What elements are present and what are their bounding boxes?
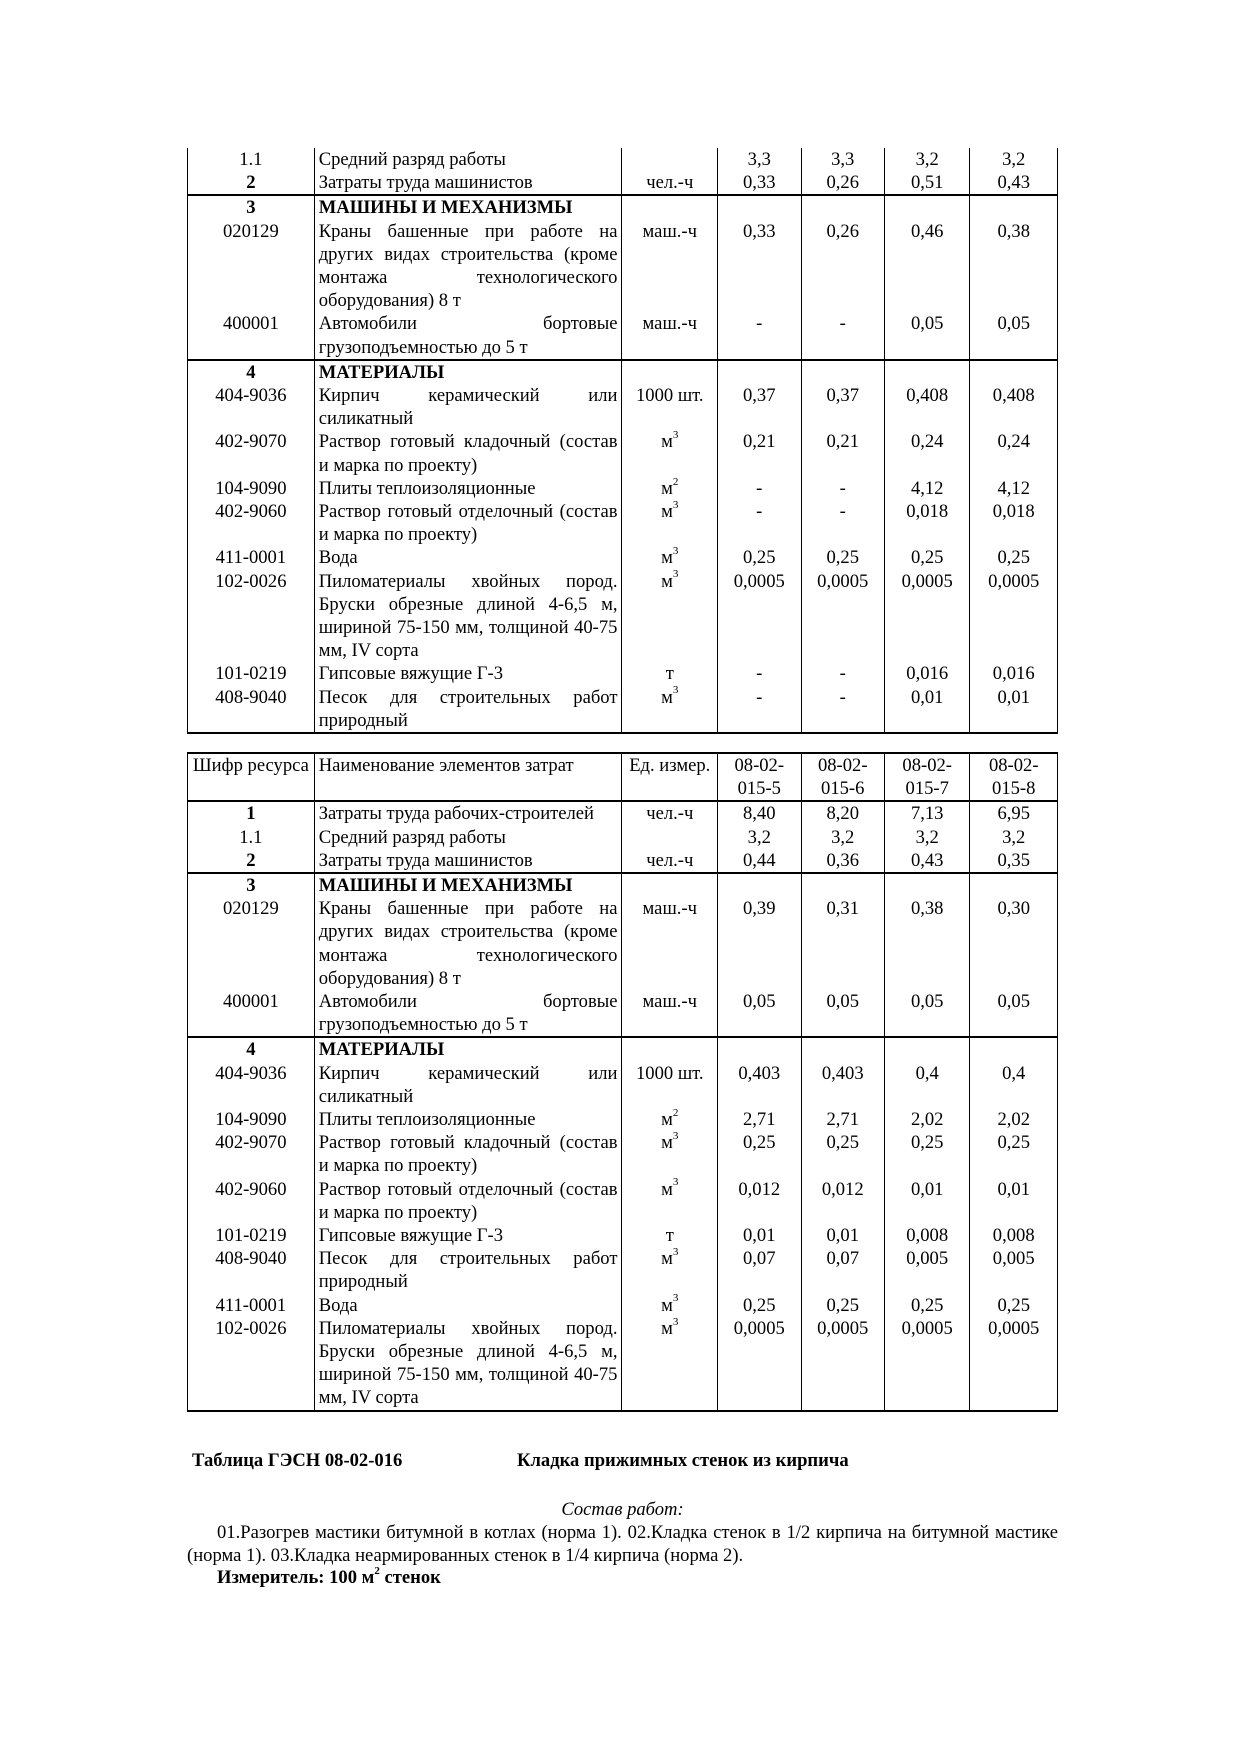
value-2 bbox=[801, 873, 884, 897]
value-2: 0,05 bbox=[801, 990, 884, 1037]
value-3: 7,13 bbox=[884, 801, 969, 825]
value-1: 0,44 bbox=[718, 849, 801, 873]
value-3: 0,05 bbox=[884, 990, 969, 1037]
value-4: 0,05 bbox=[970, 312, 1058, 359]
value-4: 0,008 bbox=[970, 1224, 1058, 1247]
table-row bbox=[188, 826, 1058, 849]
value-3: 0,51 bbox=[884, 171, 969, 195]
value-3: 0,008 bbox=[884, 1224, 969, 1247]
unit-text: чел.-ч bbox=[646, 849, 694, 871]
table-row bbox=[188, 430, 1058, 476]
table-row bbox=[188, 500, 1058, 546]
unit bbox=[622, 477, 718, 500]
resource-code: 411-0001 bbox=[188, 546, 315, 569]
resource-code: 020129 bbox=[188, 220, 315, 313]
value-2 bbox=[801, 1037, 884, 1061]
resource-code: 408-9040 bbox=[188, 686, 315, 733]
value-2: 0,25 bbox=[801, 1131, 884, 1177]
table-code: Таблица ГЭСН 08-02-016 bbox=[192, 1450, 403, 1471]
unit bbox=[622, 1131, 718, 1177]
value-2: - bbox=[801, 662, 884, 685]
measure-sup: 2 bbox=[374, 1564, 380, 1577]
table-row bbox=[188, 1108, 1058, 1131]
resource-code: 101-0219 bbox=[188, 1224, 315, 1247]
unit-sup: 3 bbox=[672, 545, 679, 558]
header-code: Шифр ресурса bbox=[188, 753, 315, 801]
value-3: 0,01 bbox=[884, 1178, 969, 1224]
composition-text: 01.Разогрев мастики битумной в котлах (норма 1). 02.Кладка стенок в 1/2 кирпича на битумной мастике (норма 1). 03.Кладка неармированных стенок в 1/4 кирпича (норма 2). bbox=[187, 1522, 1058, 1566]
unit-text: т bbox=[665, 1225, 674, 1247]
value-4: 0,01 bbox=[970, 1178, 1058, 1224]
unit bbox=[622, 801, 718, 825]
resource-name: Средний разряд работы bbox=[314, 826, 622, 849]
value-4: 0,25 bbox=[970, 546, 1058, 569]
value-3: 0,38 bbox=[884, 897, 969, 990]
unit bbox=[622, 384, 718, 430]
resource-name: Пиломатериалы хвойных пород. Бруски обрезные длиной 4-6,5 м, шириной 75-150 мм, толщиной 40-75 мм, IV сорта bbox=[314, 570, 622, 663]
resource-code: 3 bbox=[188, 195, 315, 219]
value-2: 0,21 bbox=[801, 430, 884, 476]
table-row bbox=[188, 990, 1058, 1037]
unit-text: т bbox=[665, 663, 674, 685]
value-2: 0,37 bbox=[801, 384, 884, 430]
resource-name: Гипсовые вяжущие Г-3 bbox=[314, 1224, 622, 1247]
value-2: 0,26 bbox=[801, 220, 884, 313]
unit bbox=[622, 1294, 718, 1317]
resource-name: Раствор готовый кладочный (состав и марка по проекту) bbox=[314, 430, 622, 476]
value-4: 0,05 bbox=[970, 990, 1058, 1037]
unit bbox=[622, 1178, 718, 1224]
resource-name: Краны башенные при работе на других видах строительства (кроме монтажа технологического оборудования) 8 т bbox=[314, 220, 622, 313]
value-1: 0,25 bbox=[718, 546, 801, 569]
resource-name: МАШИНЫ И МЕХАНИЗМЫ bbox=[314, 195, 622, 219]
value-2: 3,3 bbox=[801, 148, 884, 171]
resource-table-continued bbox=[187, 148, 1058, 734]
resource-name: Затраты труда рабочих-строителей bbox=[314, 801, 622, 825]
value-2: 0,07 bbox=[801, 1247, 884, 1293]
resource-table bbox=[187, 752, 1058, 1412]
resource-name: Раствор готовый отделочный (состав и марка по проекту) bbox=[314, 1178, 622, 1224]
table-row bbox=[188, 1037, 1058, 1061]
resource-code: 020129 bbox=[188, 897, 315, 990]
value-4: 0,4 bbox=[970, 1062, 1058, 1108]
value-1: 0,33 bbox=[718, 220, 801, 313]
unit bbox=[622, 546, 718, 569]
table-row bbox=[188, 1317, 1058, 1411]
unit bbox=[622, 312, 718, 359]
resource-name: Песок для строительных работ природный bbox=[314, 1247, 622, 1293]
unit-sup: 3 bbox=[672, 568, 679, 581]
value-1: - bbox=[718, 500, 801, 546]
header-name: Наименование элементов затрат bbox=[314, 753, 622, 801]
value-4: 3,2 bbox=[970, 148, 1058, 171]
unit-sup: 2 bbox=[672, 1106, 679, 1119]
resource-code: 402-9060 bbox=[188, 500, 315, 546]
value-1: 0,01 bbox=[718, 1224, 801, 1247]
unit-text: м bbox=[661, 686, 673, 708]
table-row bbox=[188, 148, 1058, 171]
resource-name: Автомобили бортовые грузоподъемностью до 5 т bbox=[314, 990, 622, 1037]
resource-code: 102-0026 bbox=[188, 570, 315, 663]
resource-code: 400001 bbox=[188, 990, 315, 1037]
table-row bbox=[188, 477, 1058, 500]
unit bbox=[622, 148, 718, 171]
table-row bbox=[188, 195, 1058, 219]
resource-name: Затраты труда машинистов bbox=[314, 171, 622, 195]
value-4 bbox=[970, 1037, 1058, 1061]
value-1: - bbox=[718, 662, 801, 685]
header-col-3: 08-02-015-7 bbox=[884, 753, 969, 801]
table-row bbox=[188, 1131, 1058, 1177]
value-4: 4,12 bbox=[970, 477, 1058, 500]
resource-code: 404-9036 bbox=[188, 384, 315, 430]
unit-text: м bbox=[661, 477, 673, 499]
resource-code: 4 bbox=[188, 1037, 315, 1061]
unit-text: маш.-ч bbox=[642, 220, 697, 242]
value-4: 0,30 bbox=[970, 897, 1058, 990]
value-2: 0,0005 bbox=[801, 1317, 884, 1411]
table-row bbox=[188, 384, 1058, 430]
value-1: 0,25 bbox=[718, 1131, 801, 1177]
table-row bbox=[188, 662, 1058, 685]
unit-text: 1000 шт. bbox=[635, 385, 704, 407]
value-3: 0,01 bbox=[884, 686, 969, 733]
value-3: 0,0005 bbox=[884, 1317, 969, 1411]
value-2: 0,36 bbox=[801, 849, 884, 873]
value-2: 0,31 bbox=[801, 897, 884, 990]
resource-name: Песок для строительных работ природный bbox=[314, 686, 622, 733]
resource-code: 1.1 bbox=[188, 148, 315, 171]
resource-code: 104-9090 bbox=[188, 477, 315, 500]
resource-code: 102-0026 bbox=[188, 1317, 315, 1411]
value-3 bbox=[884, 1037, 969, 1061]
unit-sup: 3 bbox=[672, 1176, 679, 1189]
value-4: 0,016 bbox=[970, 662, 1058, 685]
table-row bbox=[188, 897, 1058, 990]
value-1 bbox=[718, 1037, 801, 1061]
resource-code: 101-0219 bbox=[188, 662, 315, 685]
table-row bbox=[188, 801, 1058, 825]
value-1: - bbox=[718, 477, 801, 500]
value-1 bbox=[718, 195, 801, 219]
resource-name: Автомобили бортовые грузоподъемностью до 5 т bbox=[314, 312, 622, 359]
resource-code: 411-0001 bbox=[188, 1294, 315, 1317]
table-row bbox=[188, 849, 1058, 873]
value-2: 0,0005 bbox=[801, 570, 884, 663]
unit-text: маш.-ч bbox=[642, 313, 697, 335]
value-1: - bbox=[718, 312, 801, 359]
unit bbox=[622, 873, 718, 897]
table-row bbox=[188, 1178, 1058, 1224]
unit-sup: 3 bbox=[672, 498, 679, 511]
resource-name: Краны башенные при работе на других видах строительства (кроме монтажа технологического оборудования) 8 т bbox=[314, 897, 622, 990]
value-4: 0,38 bbox=[970, 220, 1058, 313]
value-3: 0,0005 bbox=[884, 570, 969, 663]
value-1: 0,012 bbox=[718, 1178, 801, 1224]
resource-code: 404-9036 bbox=[188, 1062, 315, 1108]
value-4: 0,0005 bbox=[970, 570, 1058, 663]
unit-text: м bbox=[661, 1132, 673, 1154]
value-3: 0,005 bbox=[884, 1247, 969, 1293]
value-1: 0,37 bbox=[718, 384, 801, 430]
value-4: 0,018 bbox=[970, 500, 1058, 546]
resource-code: 104-9090 bbox=[188, 1108, 315, 1131]
resource-name: Плиты теплоизоляционные bbox=[314, 1108, 622, 1131]
value-2: 2,71 bbox=[801, 1108, 884, 1131]
unit bbox=[622, 1108, 718, 1131]
value-4: 0,24 bbox=[970, 430, 1058, 476]
value-3: 0,24 bbox=[884, 430, 969, 476]
value-4 bbox=[970, 873, 1058, 897]
value-2: - bbox=[801, 500, 884, 546]
unit bbox=[622, 686, 718, 733]
resource-name: Вода bbox=[314, 1294, 622, 1317]
table-row bbox=[188, 312, 1058, 359]
unit-text: 1000 шт. bbox=[635, 1062, 704, 1084]
unit bbox=[622, 430, 718, 476]
resource-name: Пиломатериалы хвойных пород. Бруски обрезные длиной 4-6,5 м, шириной 75-150 мм, толщиной 40-75 мм, IV сорта bbox=[314, 1317, 622, 1411]
resource-name: МАТЕРИАЛЫ bbox=[314, 1037, 622, 1061]
header-col-4: 08-02-015-8 bbox=[970, 753, 1058, 801]
value-1: 0,39 bbox=[718, 897, 801, 990]
unit bbox=[622, 1037, 718, 1061]
resource-name: Гипсовые вяжущие Г-3 bbox=[314, 662, 622, 685]
value-3: 0,46 bbox=[884, 220, 969, 313]
resource-code: 402-9060 bbox=[188, 1178, 315, 1224]
unit bbox=[622, 1247, 718, 1293]
value-1: 3,2 bbox=[718, 826, 801, 849]
value-1 bbox=[718, 360, 801, 384]
unit-text: м bbox=[661, 1317, 673, 1339]
value-4: 0,43 bbox=[970, 171, 1058, 195]
value-4: 2,02 bbox=[970, 1108, 1058, 1131]
unit-sup: 3 bbox=[672, 684, 679, 697]
value-3: 0,016 bbox=[884, 662, 969, 685]
table-row bbox=[188, 1294, 1058, 1317]
value-1: 2,71 bbox=[718, 1108, 801, 1131]
resource-name: МАШИНЫ И МЕХАНИЗМЫ bbox=[314, 873, 622, 897]
resource-code: 2 bbox=[188, 849, 315, 873]
table-row bbox=[188, 1062, 1058, 1108]
table-header-row bbox=[188, 753, 1058, 801]
unit-sup: 2 bbox=[672, 475, 679, 488]
unit bbox=[622, 990, 718, 1037]
unit-sup: 3 bbox=[672, 429, 679, 442]
table-row bbox=[188, 220, 1058, 313]
value-3: 0,43 bbox=[884, 849, 969, 873]
unit-sup: 3 bbox=[672, 1130, 679, 1143]
unit-text: м bbox=[661, 1109, 673, 1131]
resource-name: Кирпич керамический или силикатный bbox=[314, 1062, 622, 1108]
value-4: 0,01 bbox=[970, 686, 1058, 733]
value-4: 3,2 bbox=[970, 826, 1058, 849]
value-3: 0,25 bbox=[884, 546, 969, 569]
value-4: 0,408 bbox=[970, 384, 1058, 430]
unit bbox=[622, 360, 718, 384]
unit-sup: 3 bbox=[672, 1292, 679, 1305]
value-3: 0,018 bbox=[884, 500, 969, 546]
value-2: - bbox=[801, 477, 884, 500]
unit-text: м bbox=[661, 1178, 673, 1200]
resource-code: 1.1 bbox=[188, 826, 315, 849]
value-4: 0,25 bbox=[970, 1294, 1058, 1317]
table-row bbox=[188, 1224, 1058, 1247]
value-1: 3,3 bbox=[718, 148, 801, 171]
table-row bbox=[188, 546, 1058, 569]
table-title bbox=[192, 1450, 849, 1472]
resource-code: 408-9040 bbox=[188, 1247, 315, 1293]
value-4: 0,25 bbox=[970, 1131, 1058, 1177]
value-2: 3,2 bbox=[801, 826, 884, 849]
value-1 bbox=[718, 873, 801, 897]
value-2: 0,26 bbox=[801, 171, 884, 195]
value-2: 0,403 bbox=[801, 1062, 884, 1108]
unit bbox=[622, 826, 718, 849]
value-1: 0,07 bbox=[718, 1247, 801, 1293]
unit bbox=[622, 897, 718, 990]
unit bbox=[622, 195, 718, 219]
composition-title: Состав работ: bbox=[561, 1499, 684, 1520]
value-1: 0,21 bbox=[718, 430, 801, 476]
value-3: 0,408 bbox=[884, 384, 969, 430]
resource-name: Средний разряд работы bbox=[314, 148, 622, 171]
unit bbox=[622, 849, 718, 873]
value-4 bbox=[970, 360, 1058, 384]
value-3: 0,05 bbox=[884, 312, 969, 359]
table-row bbox=[188, 686, 1058, 733]
measure-label: Измеритель: 100 м bbox=[217, 1567, 375, 1588]
value-3: 3,2 bbox=[884, 826, 969, 849]
value-4: 0,005 bbox=[970, 1247, 1058, 1293]
unit-text: м bbox=[661, 1294, 673, 1316]
unit-text: чел.-ч bbox=[646, 803, 694, 825]
unit-sup: 3 bbox=[672, 1315, 679, 1328]
unit-text: м bbox=[661, 570, 673, 592]
unit-text: чел.-ч bbox=[646, 172, 694, 194]
unit-text: м bbox=[661, 1248, 673, 1270]
value-2: 0,25 bbox=[801, 1294, 884, 1317]
header-col-2: 08-02-015-6 bbox=[801, 753, 884, 801]
measure-line bbox=[217, 1564, 441, 1589]
value-2 bbox=[801, 195, 884, 219]
table-row bbox=[188, 570, 1058, 663]
resource-name: МАТЕРИАЛЫ bbox=[314, 360, 622, 384]
value-1: 0,25 bbox=[718, 1294, 801, 1317]
value-4: 6,95 bbox=[970, 801, 1058, 825]
resource-code: 4 bbox=[188, 360, 315, 384]
resource-name: Кирпич керамический или силикатный bbox=[314, 384, 622, 430]
value-2 bbox=[801, 360, 884, 384]
value-4 bbox=[970, 195, 1058, 219]
resource-name: Раствор готовый отделочный (состав и марка по проекту) bbox=[314, 500, 622, 546]
unit-text: м bbox=[661, 501, 673, 523]
value-3: 0,25 bbox=[884, 1131, 969, 1177]
unit bbox=[622, 171, 718, 195]
value-3: 2,02 bbox=[884, 1108, 969, 1131]
value-2: 8,20 bbox=[801, 801, 884, 825]
value-3: 0,25 bbox=[884, 1294, 969, 1317]
unit bbox=[622, 662, 718, 685]
resource-name: Затраты труда машинистов bbox=[314, 849, 622, 873]
unit-text: маш.-ч bbox=[642, 898, 697, 920]
value-1: 0,0005 bbox=[718, 1317, 801, 1411]
value-1: 0,05 bbox=[718, 990, 801, 1037]
value-1: 0,0005 bbox=[718, 570, 801, 663]
unit bbox=[622, 570, 718, 663]
measure-tail: стенок bbox=[379, 1567, 441, 1588]
unit bbox=[622, 1224, 718, 1247]
value-2: 0,01 bbox=[801, 1224, 884, 1247]
unit-text: м bbox=[661, 547, 673, 569]
table-row bbox=[188, 360, 1058, 384]
resource-code: 1 bbox=[188, 801, 315, 825]
value-2: - bbox=[801, 686, 884, 733]
resource-name: Плиты теплоизоляционные bbox=[314, 477, 622, 500]
table-row bbox=[188, 1247, 1058, 1293]
resource-code: 3 bbox=[188, 873, 315, 897]
value-2: 0,25 bbox=[801, 546, 884, 569]
value-3: 0,4 bbox=[884, 1062, 969, 1108]
value-4: 0,0005 bbox=[970, 1317, 1058, 1411]
unit bbox=[622, 220, 718, 313]
value-3 bbox=[884, 873, 969, 897]
value-2: 0,012 bbox=[801, 1178, 884, 1224]
header-unit: Ед. измер. bbox=[622, 753, 718, 801]
value-4: 0,35 bbox=[970, 849, 1058, 873]
resource-name: Вода bbox=[314, 546, 622, 569]
resource-code: 402-9070 bbox=[188, 1131, 315, 1177]
unit bbox=[622, 1062, 718, 1108]
value-1: 8,40 bbox=[718, 801, 801, 825]
resource-code: 400001 bbox=[188, 312, 315, 359]
value-3 bbox=[884, 195, 969, 219]
table-row bbox=[188, 171, 1058, 195]
table-row bbox=[188, 873, 1058, 897]
value-1: 0,403 bbox=[718, 1062, 801, 1108]
resource-code: 2 bbox=[188, 171, 315, 195]
header-col-1: 08-02-015-5 bbox=[718, 753, 801, 801]
unit-sup: 3 bbox=[672, 1246, 679, 1259]
value-3: 4,12 bbox=[884, 477, 969, 500]
value-1: 0,33 bbox=[718, 171, 801, 195]
value-1: - bbox=[718, 686, 801, 733]
resource-name: Раствор готовый кладочный (состав и марка по проекту) bbox=[314, 1131, 622, 1177]
value-3 bbox=[884, 360, 969, 384]
unit-text: м bbox=[661, 431, 673, 453]
value-2: - bbox=[801, 312, 884, 359]
unit bbox=[622, 500, 718, 546]
value-3: 3,2 bbox=[884, 148, 969, 171]
unit bbox=[622, 1317, 718, 1411]
resource-code: 402-9070 bbox=[188, 430, 315, 476]
unit-text: маш.-ч bbox=[642, 991, 697, 1013]
table-name: Кладка прижимных стенок из кирпича bbox=[517, 1450, 849, 1471]
